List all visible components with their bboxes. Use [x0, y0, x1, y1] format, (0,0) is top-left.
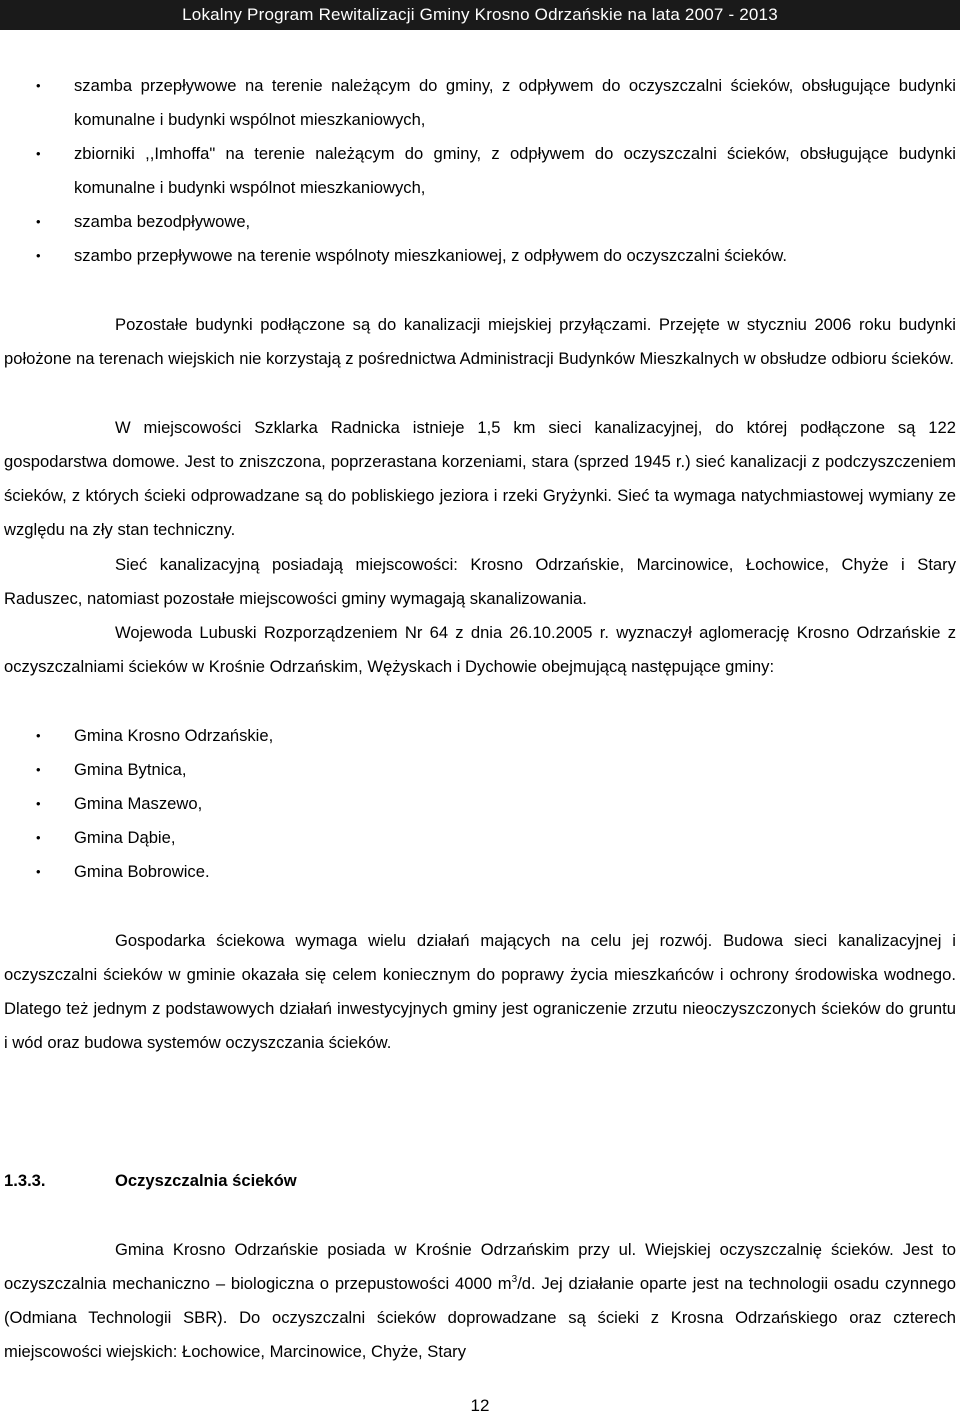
municipalities-list — [0, 719, 960, 889]
bullet-icon: • — [36, 248, 41, 263]
page-number: 12 — [470, 1396, 490, 1415]
sewage-systems-list — [0, 69, 960, 273]
bullet-icon: • — [36, 830, 41, 845]
paragraph: Gmina Krosno Odrzańskie posiada w Krośnie Odrzańskim przy ul. Wiejskiej oczyszczalnię ścieków. Jest to oczyszczalnia mechaniczno – biologiczna o przepustowości 4000 $m^3/d$. Jej działanie oparte jest na technologii osadu czynnego (Odmiana Technologii SBR). Do oczyszczalni ścieków doprowadzane są ścieki z Krosna Odrzańskiego oraz czterech miejscowości wiejskich: Łochowice, Marcinowice, Chyże, Stary — [4, 1240, 956, 1361]
bullet-icon: • — [36, 214, 41, 229]
paragraph: W miejscowości Szklarka Radnicka istnieje 1,5 km sieci kanalizacyjnej, do której podłączone są 122 gospodarstwa domowe. Jest to zniszczona, poprzerastana korzeniami, stara (sprzed 1945 r.) sieć kanalizacji z podczyszczeniem ścieków, z których ścieki odprowadzane są do pobliskiego jeziora i rzeki Gryżynki. Sieć ta wymaga natychmiastowej wymiany ze względu na zły stan techniczny. — [4, 418, 956, 539]
bullet-icon: • — [36, 796, 41, 811]
bullet-icon: • — [36, 864, 41, 879]
page-header: Lokalny Program Rewitalizacji Gminy Krosno Odrzańskie na lata 2007 - 2013 — [0, 0, 960, 30]
list-item: • Gmina Bobrowice. — [0, 855, 960, 889]
list-item: • szamba bezodpływowe, — [0, 205, 960, 239]
bullet-icon: • — [36, 762, 41, 777]
list-item: • zbiorniki ,,Imhoffa" na terenie należącym do gminy, z odpływem do oczyszczalni ścieków, obsługujące budynki komunalne i budynki wspólnot mieszkaniowych, — [0, 137, 960, 205]
list-item: • szamba przepływowe na terenie należącym do gminy, z odpływem do oczyszczalni ścieków, obsługujące budynki komunalne i budynki wspólnot mieszkaniowych, — [0, 69, 960, 137]
list-item: • Gmina Krosno Odrzańskie, — [0, 719, 960, 753]
list-item: • szambo przepływowe na terenie wspólnoty mieszkaniowej, z odpływem do oczyszczalni ścieków. — [0, 239, 960, 273]
paragraph: Wojewoda Lubuski Rozporządzeniem Nr 64 z dnia 26.10.2005 r. wyznaczył aglomerację Krosno Odrzańskie z oczyszczalniami ścieków w Krośnie Odrzańskim, Wężyskach i Dychowie obejmującą następujące gminy: — [4, 623, 956, 676]
bullet-icon: • — [36, 78, 41, 93]
paragraph: Sieć kanalizacyjną posiadają miejscowości: Krosno Odrzańskie, Marcinowice, Łochowice, Chyże i Stary Raduszec, natomiast pozostałe miejscowości gminy wymagają skanalizowania. — [4, 555, 956, 608]
bullet-icon: • — [36, 146, 41, 161]
list-item: • Gmina Maszewo, — [0, 787, 960, 821]
list-item: • Gmina Bytnica, — [0, 753, 960, 787]
section-title: Oczyszczalnia ścieków — [115, 1171, 297, 1190]
section-number: 1.3.3. — [4, 1171, 46, 1190]
paragraph: Gospodarka ściekowa wymaga wielu działań mających na celu jej rozwój. Budowa sieci kanalizacyjnej i oczyszczalni ścieków w gminie okazała się celem koniecznym do poprawy życia mieszkańców i ochrony środowiska wodnego. Dlatego też jednym z podstawowych działań inwestycyjnych gminy jest ograniczenie zrzutu nieoczyszczonych ścieków do gruntu i wód oraz budowa systemów oczyszczania ścieków. — [4, 931, 956, 1052]
paragraph: Pozostałe budynki podłączone są do kanalizacji miejskiej przyłączami. Przejęte w styczniu 2006 roku budynki położone na terenach wiejskich nie korzystają z pośrednictwa Administracji Budynków Mieszkalnych w obsłudze odbioru ścieków. — [4, 315, 956, 368]
bullet-icon: • — [36, 728, 41, 743]
list-item: • Gmina Dąbie, — [0, 821, 960, 855]
